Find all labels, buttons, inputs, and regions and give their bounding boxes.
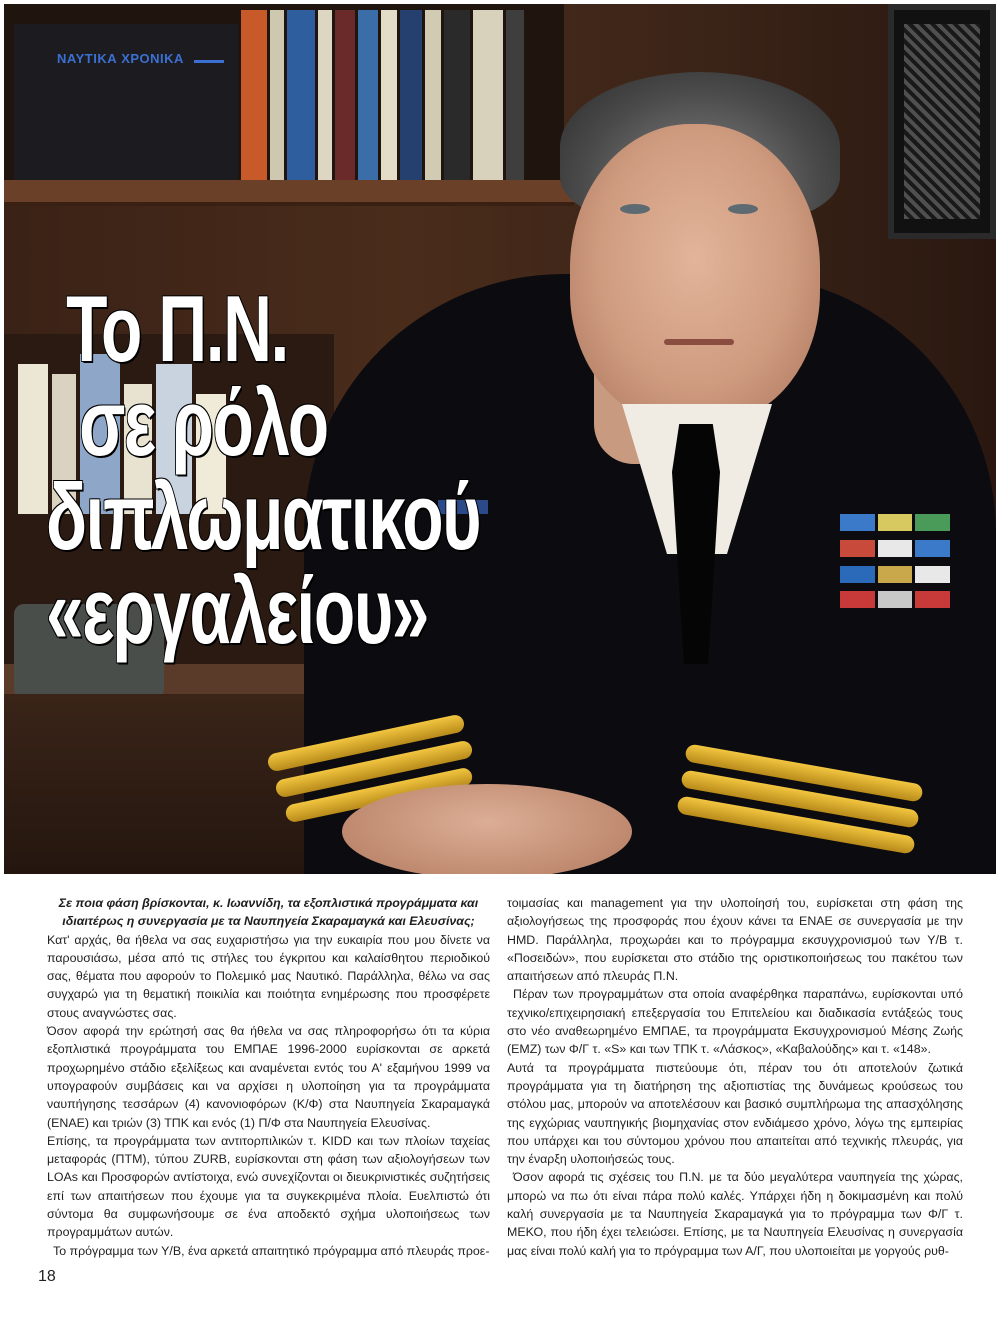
- interview-question: Σε ποια φάση βρίσκονται, κ. Ιωαννίδη, τα εξοπλιστικά προγράμματα και ιδιαιτέρως η συνεργασία με τα Ναυπηγεία Σκαραμαγκά και Ελευσίνας;: [58, 896, 479, 929]
- books-row: [14, 10, 574, 180]
- right-eye: [728, 204, 758, 214]
- section-label: ΝΑΥΤΙΚΑ ΧΡΟΝΙΚΑ: [57, 51, 184, 66]
- medal-ribbons: [840, 514, 950, 614]
- headline-line-4: «εργαλείου»: [46, 558, 428, 663]
- page-number: 18: [38, 1268, 56, 1285]
- paragraph: Το πρόγραμμα των Υ/Β, ένα αρκετά απαιτητικό πρόγραμμα από πλευράς προε-: [53, 1243, 490, 1258]
- paragraph: τοιμασίας και management για την υλοποίησή του, ευρίσκεται στη φάση της αξιολογήσεως της προσφοράς που έχουν κάνει τα ΕΝΑΕ σε συνεργασία με την HMD. Παράλληλα, προχωράει και το πρόγραμμα εκσυγχρονισμού των Υ/Β τ. «Ποσειδών», που ευρίσκεται στο στάδιο της οριστικοποιήσεως του πακέτου των απαιτήσεων από πλευράς Π.Ν.: [507, 896, 963, 984]
- left-eye: [620, 204, 650, 214]
- paragraph: Όσον αφορά την ερώτησή σας θα ήθελα να σας πληροφορήσω ότι τα κύρια εξοπλιστικά προγράμματα του ΕΜΠΑΕ 1996-2000 ευρίσκονται σε αρκετά προχωρημένο στάδιο εξελίξεως και αναμένεται εντός του Α' εξαμήνου 1999 να υπογραφούν συμβάσεις και να αρχίσει η υλοποίηση για τα προγράμματα ναυπήγησης τεσσάρων (4) κανονιοφόρων (Κ/Φ) στα Ναυπηγεία Σκαραμαγκά (ΕΝΑΕ) και τριών (3) ΤΠΚ και ενός (1) Π/Φ στα Ναυπηγεία Ελευσίνας.: [47, 1024, 490, 1130]
- article-column-right: [507, 894, 963, 1260]
- mouth: [664, 339, 734, 345]
- paragraph: Επίσης, τα προγράμματα των αντιτορπιλικών τ. KIDD και των πλοίων ταχείας μεταφοράς (ΠΤΜ), τύπου ZURB, ευρίσκονται στη φάση των αξιολογήσεων των LOAs και Προσφορών αντίστοιχα, ενώ συνεχίζονται οι διευκρινιστικές συζητήσεις επί των απαιτήσεων που έχουμε για τα συγκεκριμένα πλοία. Ευελπιστώ ότι σύντομα θα συμφωνήσουμε σε ένα αποδεκτό σχήμα υλοποιήσεως των προγραμμάτων αυτών.: [47, 1133, 490, 1240]
- paragraph: Όσον αφορά τις σχέσεις του Π.Ν. με τα δύο μεγαλύτερα ναυπηγεία της χώρας, μπορώ να πω ότι είναι πάρα πολύ καλές. Υπάρχει ήδη η δοκιμασμένη και πολύ καλή συνεργασία με τα Ναυπηγεία Σκαραμαγκά για το πρόγραμμα των Φ/Γ τ. ΜΕΚΟ, που ήδη έχει τελειώσει. Επίσης, με τα Ναυπηγεία Ελευσίνας η συνεργασία μας είναι πολύ καλή για το πρόγραμμα των Α/Γ, που υλοποιείται με γοργούς ρυθ-: [507, 1170, 963, 1258]
- officer-face: [570, 124, 820, 424]
- headline-line-1: Το Π.Ν.: [66, 276, 288, 381]
- headline-line-2: σε ρόλο: [79, 370, 328, 475]
- paragraph: Κατ' αρχάς, θα ήθελα να σας ευχαριστήσω για την ευκαιρία που μου δίνετε να παρουσιάσω, μέσα από τις στήλες του έγκριτου και καλαίσθητου περιοδικού σας, θέματα που αφορούν το Πολεμικό μας Ναυτικό. Παράλληλα, θέλω να σας συγχαρώ για τη θεματική ποικιλία και ποιότητα ενημέρωσης που προσφέρετε στους αναγνώστες σας.: [47, 932, 490, 1020]
- clasped-hands: [342, 784, 632, 874]
- paragraph: Αυτά τα προγράμματα πιστεύουμε ότι, πέραν του ότι αποτελούν ζωτικά προγράμματα για τη διατήρηση της αξιοπιστίας της δυνάμεως κρούσεως του στόλου μας, μπορούν να αποτελέσουν και βασικό συμπλήρωμα της απασχόλησης της εγχώριας ναυπηγικής βιομηχανίας στον ενδιάμεσο χρόνο, λόγω της εμπειρίας που υπάρχει και του σύντομου χρόνου που απαιτείται από τεχνικής πλευράς, για την έναρξη υλοποιήσεώς τους.: [507, 1060, 963, 1167]
- headline: [46, 276, 481, 663]
- section-rule: [194, 60, 224, 63]
- article-column-left: [47, 894, 490, 1260]
- headline-line-3: διπλωματικού: [46, 464, 481, 569]
- wall-icon-frame: [888, 4, 996, 239]
- paragraph: Πέραν των προγραμμάτων στα οποία αναφέρθηκα παραπάνω, ευρίσκονται υπό τεχνικο/επιχειρησιακή επεξεργασία του Επιτελείου και διαδικασία εντάξεώς τους στο νέο αναθεωρημένο ΕΜΠΑΕ, τα προγράμματα Εκσυγχρονισμού Μέσης Ζωής (ΕΜΖ) των Φ/Γ τ. «S» και των ΤΠΚ τ. «Λάσκος», «Καβαλούδης» και τ. «148».: [507, 987, 963, 1057]
- shelf-board: [4, 180, 574, 206]
